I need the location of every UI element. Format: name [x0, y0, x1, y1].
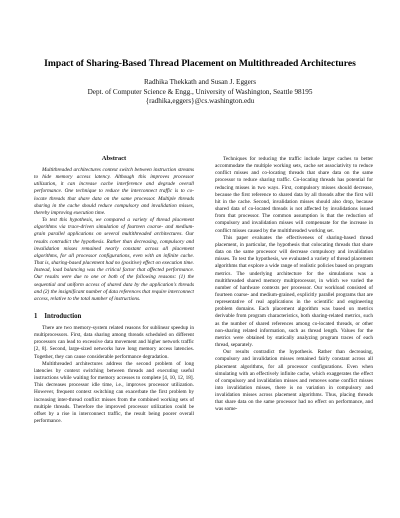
section-heading-introduction — [34, 312, 194, 321]
body-paragraph: This paper evaluates the effectiveness of sharing-based thread placement, in particular, the hypothesis that colocating threads that share data on the same processor will decrease compulsory and invalidation misses. To test the hypothesis, we evaluated a variety of thread placement algorithms that explore a wide range of realistic policies based on program metrics. The underlying architecture for the simulations was a multithreaded shared memory multiprocessor, in which we varied the number of hardware contexts per processor. Our workload consisted of fourteen coarse- and medium-grained, explicitly parallel programs that are representative of real applications in the scientific and engineering problem domains. Each placement algorithm was based on metrics derivable from program characteristics, both sharing-related metrics, such as the number of shared references among co-located threads, or other non-sharing related information, such as thread length. Values for the metrics were obtained by statically analyzing program traces of each thread, separately. — [215, 234, 373, 349]
right-column — [215, 156, 373, 414]
author-names: Radhika Thekkath and Susan J. Eggers — [143, 78, 257, 86]
author-block — [20, 78, 380, 107]
section-number: 1 — [34, 312, 38, 320]
abstract-paragraph: Multithreaded architectures context switch between instruction streams to hide memory access latency. Although this improves processor utilization, it can increase cache interference and degrade overall performance. One technique to reduce the interconnect traffic is to co-locate threads that share data on the same processor. Multiple threads sharing in the cache should reduce compulsory and invalidation misses, thereby improving execution time. — [34, 167, 194, 216]
body-paragraph: Our results contradict the hypothesis. Rather than decreasing, compulsory and invalidation misses remained fairly constant across all placement algorithms, for all processor configurations. Even when simulating with an effectively infinite cache, which exaggerates the effect of compulsory and invalidation misses and removes some conflict misses into invalidation misses, there is no variation in compulsory and invalidation misses across placement algorithms. Thus, placing threads that share data on the same processor had no effect on performance, and was some- — [215, 349, 373, 413]
paper-header — [20, 58, 380, 107]
abstract-heading: Abstract — [101, 155, 127, 162]
body-paragraph: Multithreaded architectures address the second problem of long latencies by context switching between threads and executing useful instructions while waiting for memory accesses to complete [4, 10, 12, 18]. This decreases processor idle time, i.e., improves processor utilization. However, frequent context switching can exacerbate the first problem by increasing inter-thread conflict misses from the combined working sets of multiple threads. Therefore the improved processor utilization could be offset by a rise in interconnect traffic, the result being poorer overall performance. — [34, 360, 194, 424]
section-title: Introduction — [44, 312, 82, 320]
paper-title: Impact of Sharing-Based Thread Placement on Multithreaded Architectures — [44, 58, 356, 69]
author-affiliation: Dept. of Computer Science & Engg., University of Washington, Seattle 98195 — [87, 87, 313, 96]
body-paragraph: Techniques for reducing the traffic include larger caches to better accommodate the multiple working sets, cache set associativity to reduce conflict misses and co-locating threads that share data on the same processor to reduce sharing traffic. Co-locating threads has potential for reducing misses in two ways. First, compulsory misses should decrease, because the first reference to shared data by all threads after the first will hit in the cache. Second, invalidation misses should also drop, because shared data of co-located threads is not affected by invalidations issued from that processor. The common assumption is that the reduction of compulsory and invalidation misses will compensate for the increase in conflict misses caused by the multithreaded working set. — [215, 156, 373, 234]
abstract-paragraph: To test this hypothesis, we compared a variety of thread placement algorithms via trace-driven simulation of fourteen coarse- and medium-grain parallel applications on several multithreaded architectures. Our results contradict the hypothesis. Rather than decreasing, compulsory and invalidation misses remained nearly constant across all placement algorithms, for all processor configurations, even with an infinite cache. That is, sharing-based placement had no (positive) effect on execution time. Instead, load balancing was the critical factor that affected performance. Our results were due to one or both of the following reasons: (1) the sequential and uniform access of shared data by the application's threads and (2) the insignificant number of data references that require interconnect access, relative to the total number of instructions. — [34, 217, 194, 302]
body-paragraph: There are two memory-system related reasons for sublinear speedup in multiprocessors. First, data sharing among threads scheduled on different processors can lead to excessive data movement and higher network traffic [2, 8]. Second, large-sized networks have long memory access latencies. Together, they can cause considerable performance degradation. — [34, 324, 194, 360]
left-column — [34, 155, 194, 425]
author-email: {radhika,eggers}@cs.washington.edu — [145, 97, 255, 106]
